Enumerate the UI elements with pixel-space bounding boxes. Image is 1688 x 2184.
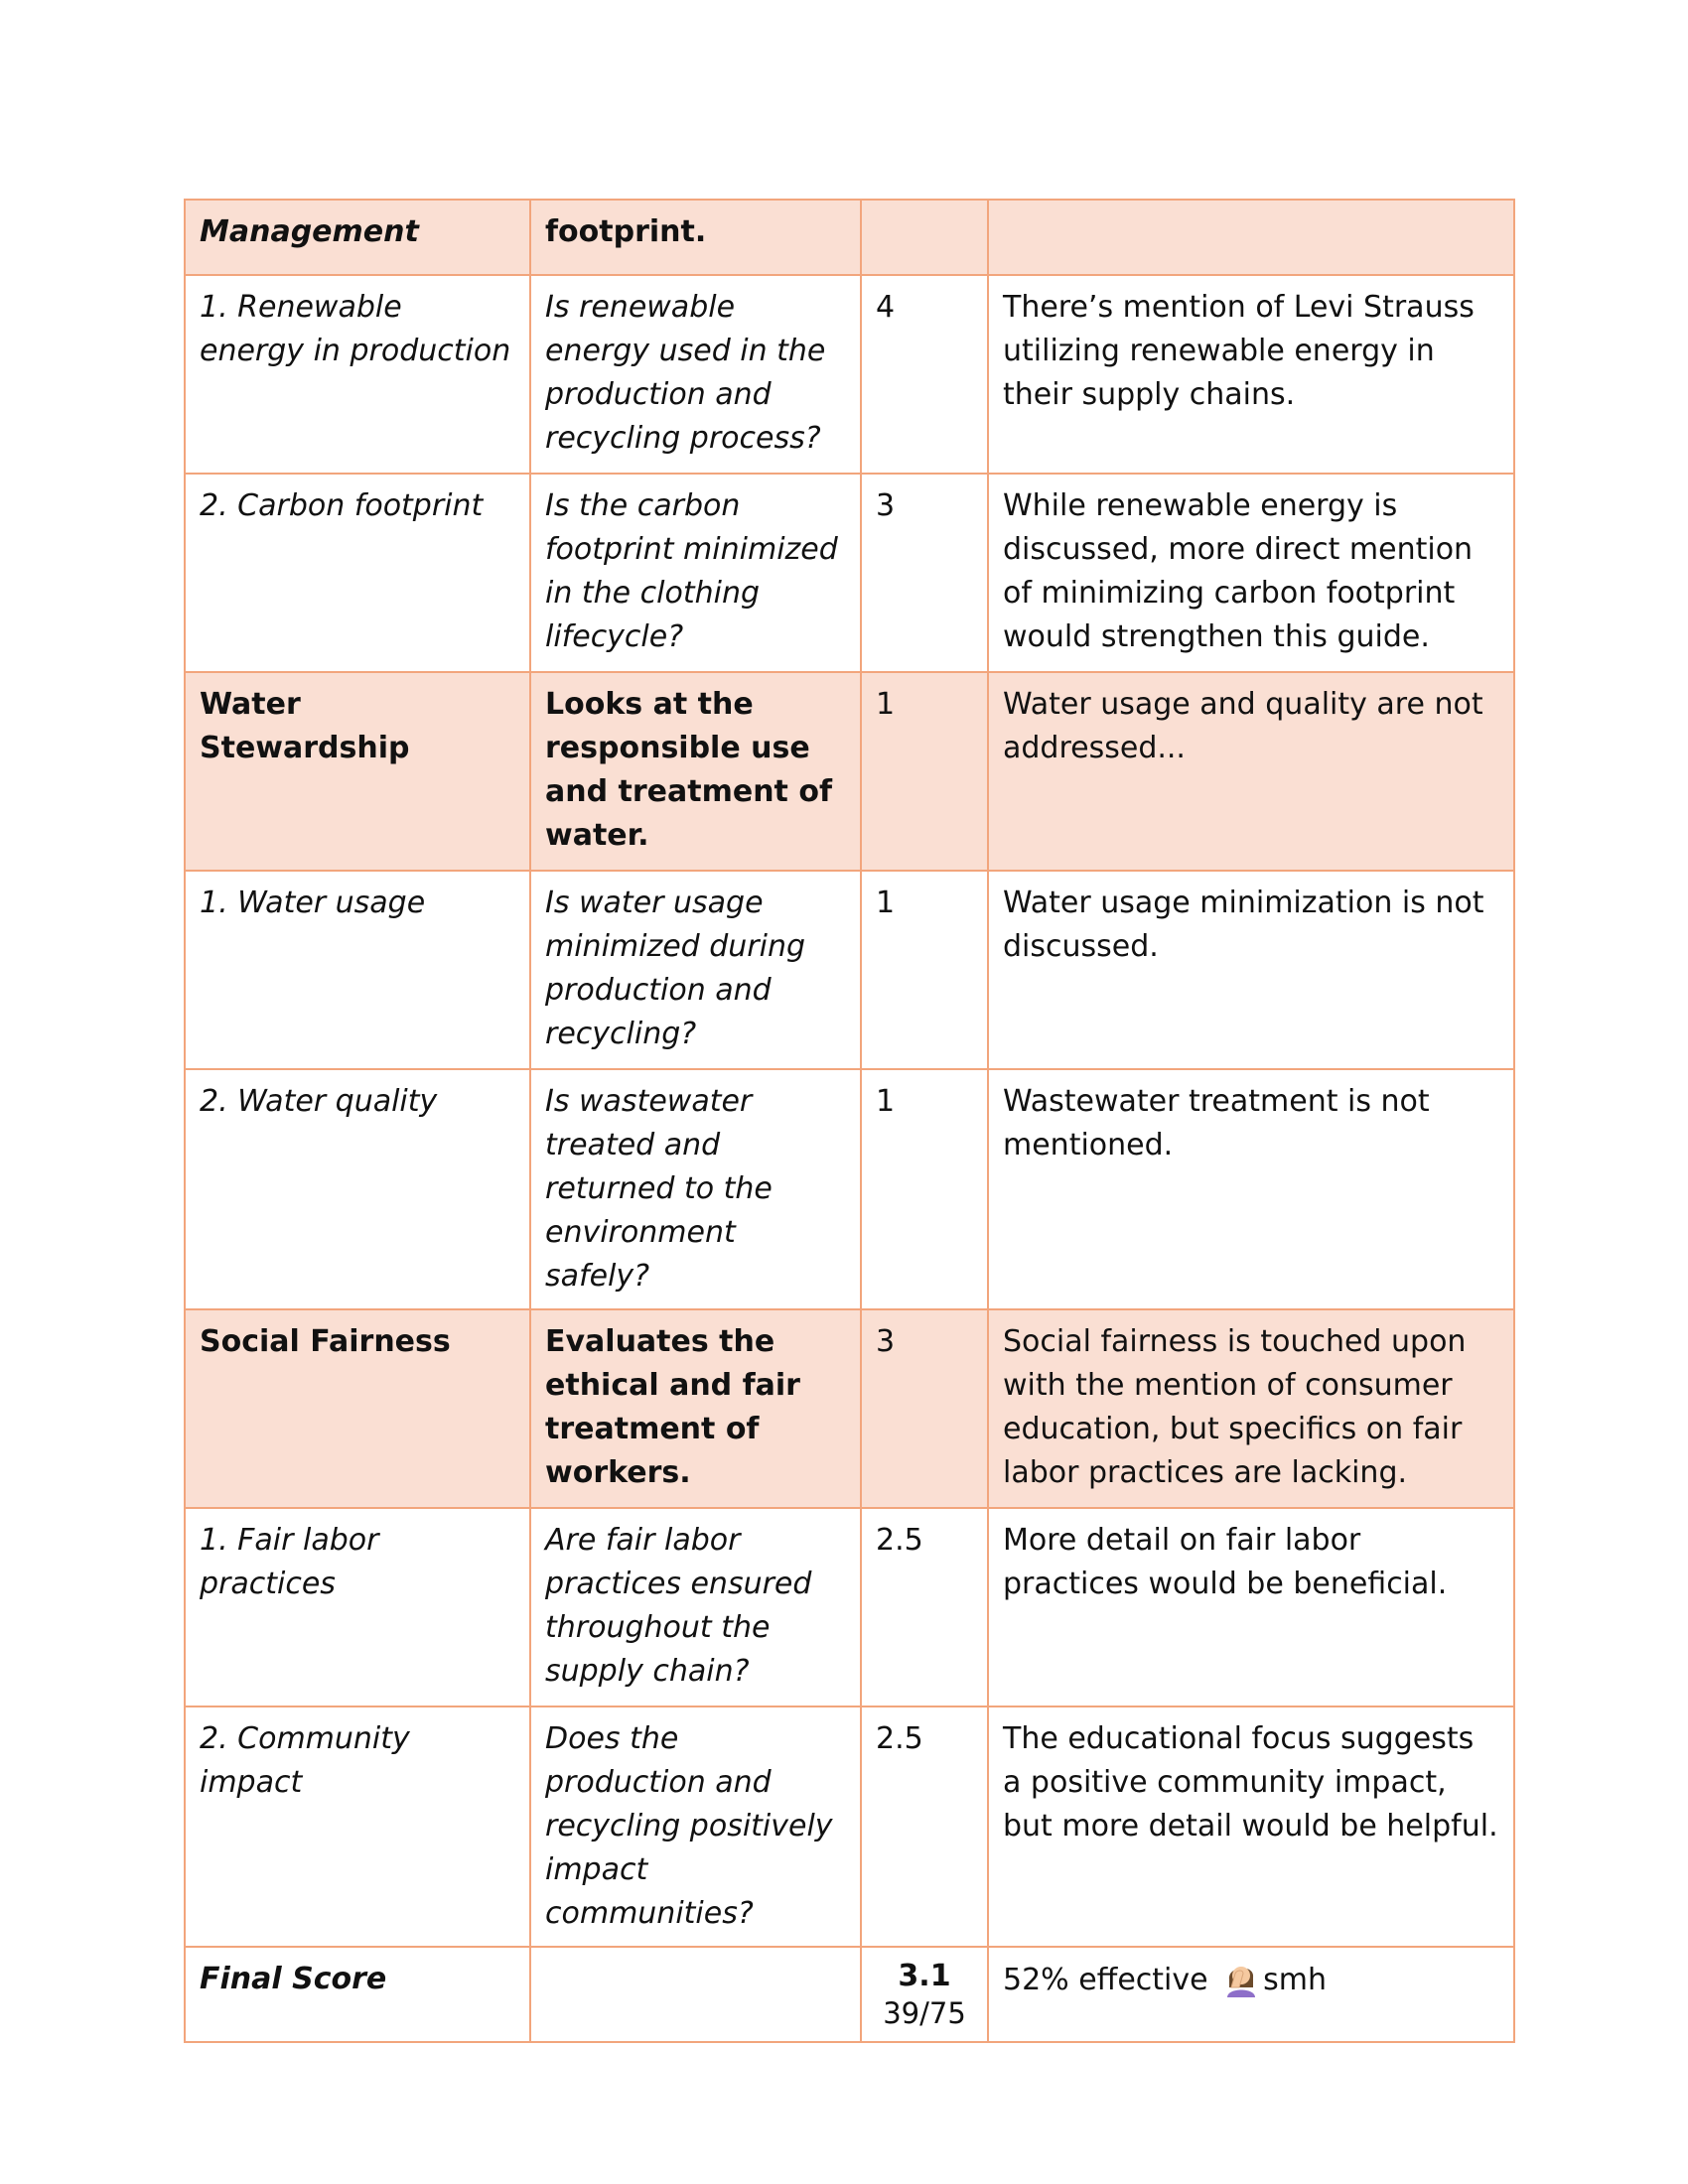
description-cell: Looks at the responsible use and treatment of water.: [530, 672, 861, 871]
score-cell: [861, 200, 988, 275]
final-description-cell: [530, 1947, 861, 2042]
score-cell: 1: [861, 672, 988, 871]
final-score-fraction: 39/75: [883, 1996, 966, 2030]
description-cell: Is water usage minimized during production and recycling?: [530, 871, 861, 1069]
score-cell: 3: [861, 474, 988, 672]
table-row: [185, 1706, 1514, 1947]
table-row: [185, 871, 1514, 1069]
criterion-cell: 1. Renewable energy in production: [185, 275, 530, 474]
comments-cell: Social fairness is touched upon with the mention of consumer education, but specifics on fair labor practices are lacking.: [988, 1309, 1514, 1508]
comments-cell: The educational focus suggests a positive community impact, but more detail would be helpful.: [988, 1706, 1514, 1947]
final-score-value: 3.1: [898, 1959, 951, 1993]
criterion-cell: 2. Carbon footprint: [185, 474, 530, 672]
description-cell: Is the carbon footprint minimized in the clothing lifecycle?: [530, 474, 861, 672]
description-cell: Evaluates the ethical and fair treatment of workers.: [530, 1309, 861, 1508]
comments-cell: Water usage minimization is not discussed.: [988, 871, 1514, 1069]
comments-cell: There’s mention of Levi Strauss utilizing renewable energy in their supply chains.: [988, 275, 1514, 474]
final-comments-cell: [988, 1947, 1514, 2042]
section-row-social-fairness: [185, 1309, 1514, 1508]
final-score-label: Final Score: [185, 1947, 530, 2042]
score-cell: 1: [861, 871, 988, 1069]
sustainability-rubric-table: [184, 199, 1515, 2043]
score-cell: 1: [861, 1069, 988, 1309]
final-score-cell: [861, 1947, 988, 2042]
person-facepalming-icon: [1221, 1958, 1261, 1997]
final-comment-prefix: 52% effective: [1003, 1963, 1208, 1997]
comments-cell: Water usage and quality are not addressed...: [988, 672, 1514, 871]
criterion-cell: Social Fairness: [185, 1309, 530, 1508]
section-row-water-stewardship: [185, 672, 1514, 871]
criterion-cell: Water Stewardship: [185, 672, 530, 871]
final-comment-suffix: smh: [1263, 1963, 1328, 1997]
table-row: [185, 1508, 1514, 1706]
criterion-cell: 1. Fair labor practices: [185, 1508, 530, 1706]
comments-cell: Wastewater treatment is not mentioned.: [988, 1069, 1514, 1309]
comments-cell: [988, 200, 1514, 275]
criterion-cell: Management: [185, 200, 530, 275]
table-row: [185, 275, 1514, 474]
comments-cell: While renewable energy is discussed, more direct mention of minimizing carbon footprint would strengthen this guide.: [988, 474, 1514, 672]
score-cell: 4: [861, 275, 988, 474]
criterion-cell: 2. Community impact: [185, 1706, 530, 1947]
score-cell: 2.5: [861, 1706, 988, 1947]
comments-cell: More detail on fair labor practices would be beneficial.: [988, 1508, 1514, 1706]
description-cell: Are fair labor practices ensured throughout the supply chain?: [530, 1508, 861, 1706]
criterion-cell: 1. Water usage: [185, 871, 530, 1069]
description-cell: Is renewable energy used in the production and recycling process?: [530, 275, 861, 474]
table-row: [185, 474, 1514, 672]
description-cell: Does the production and recycling positively impact communities?: [530, 1706, 861, 1947]
description-cell: Is wastewater treated and returned to the environment safely?: [530, 1069, 861, 1309]
score-cell: 2.5: [861, 1508, 988, 1706]
criterion-cell: 2. Water quality: [185, 1069, 530, 1309]
score-cell: 3: [861, 1309, 988, 1508]
description-cell: footprint.: [530, 200, 861, 275]
table-row: [185, 1069, 1514, 1309]
section-row-management: [185, 200, 1514, 275]
final-score-row: [185, 1947, 1514, 2042]
